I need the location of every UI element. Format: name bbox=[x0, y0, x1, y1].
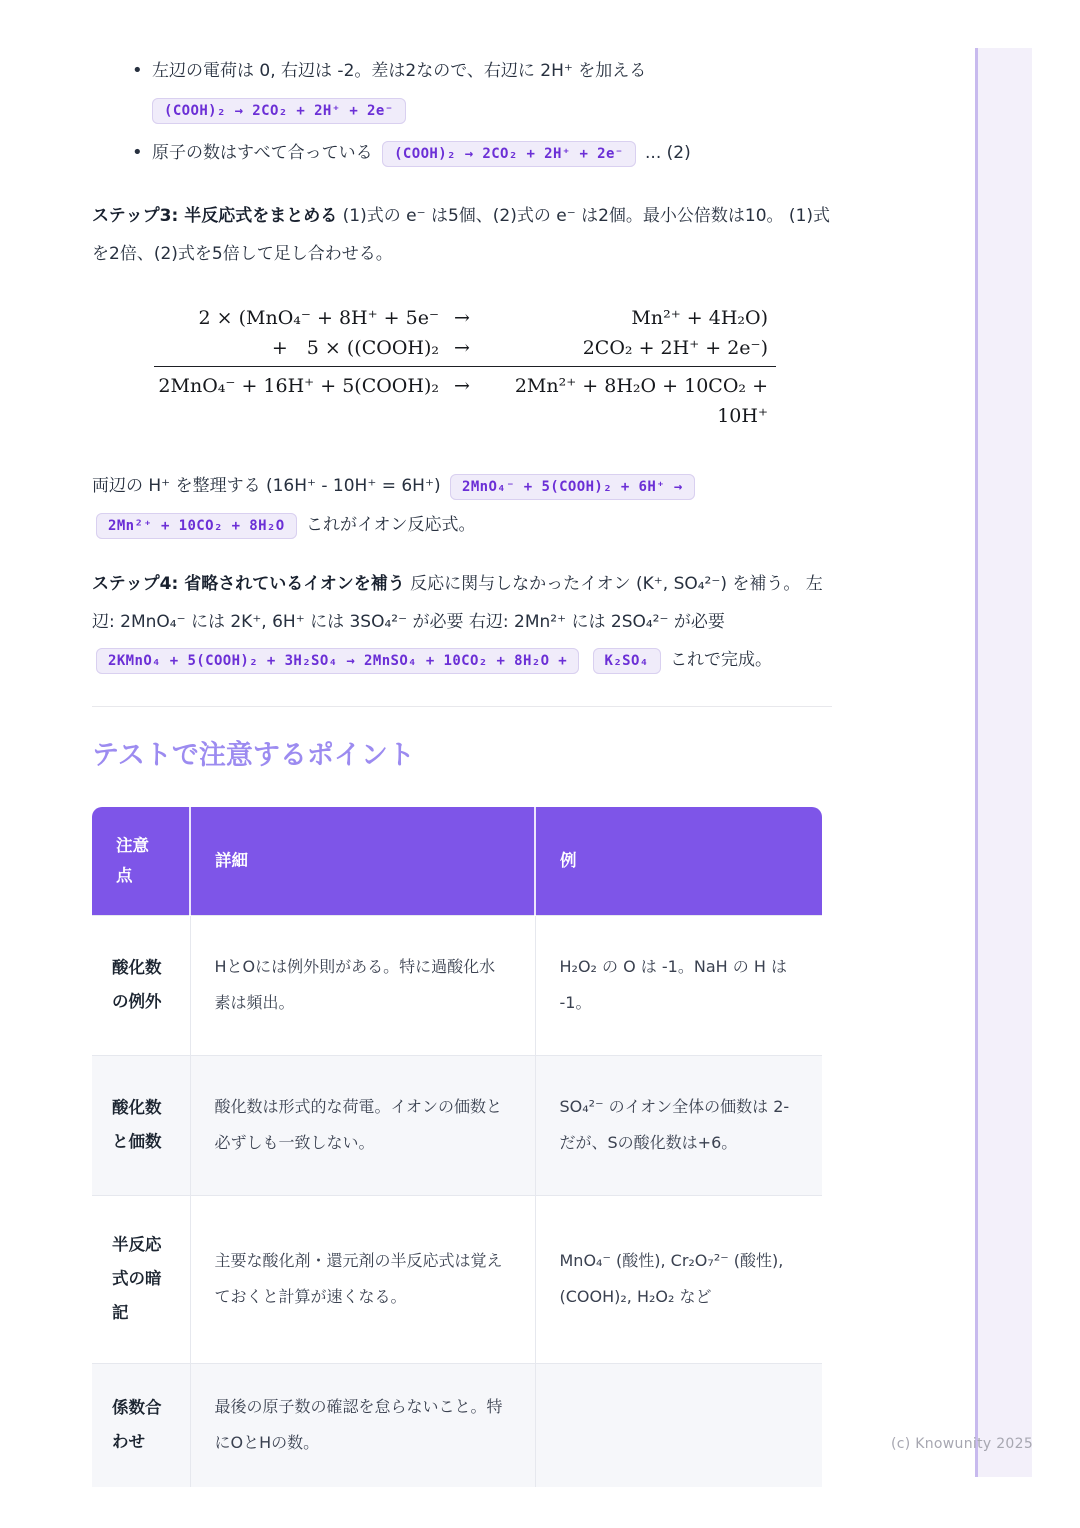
math-left: + 5 × ((COOH)₂ bbox=[271, 337, 439, 359]
footer-credit: (c) Knowunity 2025 bbox=[891, 1436, 1034, 1452]
bullet-item bbox=[92, 56, 832, 126]
math-right: Mn²⁺ + 4H₂O) bbox=[631, 307, 768, 329]
math-row bbox=[154, 303, 776, 333]
ion-equation-code: 2MnO₄⁻ + 5(COOH)₂ + 6H⁺ → bbox=[450, 474, 695, 500]
step3-paragraph bbox=[92, 197, 832, 273]
equation-number: ... (2) bbox=[645, 143, 691, 163]
table-row bbox=[92, 1055, 822, 1195]
hplus-paragraph bbox=[92, 467, 832, 545]
equation-line bbox=[152, 95, 832, 126]
math-right: 2Mn²⁺ + 8H₂O + 10CO₂ + 10H⁺ bbox=[514, 375, 768, 427]
arrow-glyph: → bbox=[454, 375, 470, 397]
math-left: 2 × (MnO₄⁻ + 8H⁺ + 5e⁻ bbox=[198, 307, 439, 329]
table-row bbox=[92, 1363, 822, 1487]
cell-example bbox=[535, 1363, 822, 1487]
bullet-item bbox=[92, 138, 832, 169]
cell-point: 酸化数の例外 bbox=[92, 915, 190, 1055]
next-page-edge bbox=[975, 48, 1032, 1477]
step4-label: ステップ4: 省略されているイオンを補う bbox=[92, 574, 405, 594]
arrow-glyph: → bbox=[454, 307, 470, 329]
final-equation-code: K₂SO₄ bbox=[593, 648, 661, 674]
section-divider bbox=[92, 706, 832, 707]
ion-equation-code: 2Mn²⁺ + 10CO₂ + 8H₂O bbox=[96, 513, 297, 539]
cell-point: 半反応式の暗記 bbox=[92, 1195, 190, 1363]
cell-detail: 主要な酸化剤・還元剤の半反応式は覚えておくと計算が速くなる。 bbox=[190, 1195, 535, 1363]
header-cell-point: 注意点 bbox=[92, 807, 190, 915]
page-content bbox=[92, 50, 832, 1487]
cell-example: H₂O₂ の O は -1。NaH の H は -1。 bbox=[535, 915, 822, 1055]
header-cell-detail: 詳細 bbox=[190, 807, 535, 915]
step4-paragraph bbox=[92, 565, 832, 680]
table-row bbox=[92, 915, 822, 1055]
section-heading: テストで注意するポイント bbox=[92, 740, 415, 771]
math-row bbox=[154, 333, 776, 363]
bullet-text: 原子の数はすべて合っている bbox=[152, 143, 379, 163]
sum-rule-line bbox=[154, 366, 776, 367]
cell-detail: 酸化数は形式的な荷電。イオンの価数と必ずしも一致しない。 bbox=[190, 1055, 535, 1195]
table-row bbox=[92, 1195, 822, 1363]
math-derivation bbox=[154, 303, 776, 431]
cell-detail: 最後の原子数の確認を怠らないこと。特にOとHの数。 bbox=[190, 1363, 535, 1487]
step4-text: 反応に関与しなかったイオン (K⁺, SO₄²⁻) を補う。 左辺: 2MnO₄⁻ には 2K⁺, 6H⁺ には 3SO₄²⁻ が必要 右辺: 2Mn²⁺ には 2SO₄²⁻ が必要 bbox=[92, 574, 823, 632]
step3-label: ステップ3: 半反応式をまとめる bbox=[92, 206, 338, 226]
equation-code: (COOH)₂ → 2CO₂ + 2H⁺ + 2e⁻ bbox=[382, 141, 636, 167]
cell-example: MnO₄⁻ (酸性), Cr₂O₇²⁻ (酸性), (COOH)₂, H₂O₂ など bbox=[535, 1195, 822, 1363]
math-right: 2CO₂ + 2H⁺ + 2e⁻) bbox=[582, 337, 768, 359]
header-cell-example: 例 bbox=[535, 807, 822, 915]
step3-text: (1)式の e⁻ は5個、(2)式の e⁻ は2個。最小公倍数は10。 (1)式を2倍、(2)式を5倍して足し合わせる。 bbox=[92, 206, 831, 264]
cell-detail: HとOには例外則がある。特に過酸化水素は頻出。 bbox=[190, 915, 535, 1055]
equation-code: (COOH)₂ → 2CO₂ + 2H⁺ + 2e⁻ bbox=[152, 98, 406, 124]
cell-point: 係数合わせ bbox=[92, 1363, 190, 1487]
hplus-tail: これがイオン反応式。 bbox=[305, 515, 476, 535]
hplus-text: 両辺の H⁺ を整理する (16H⁺ - 10H⁺ = 6H⁺) bbox=[92, 476, 446, 496]
bullet-text: 左辺の電荷は 0, 右辺は -2。差は2なので、右辺に 2H⁺ を加える bbox=[152, 61, 647, 81]
math-left: 2MnO₄⁻ + 16H⁺ + 5(COOH)₂ bbox=[158, 375, 439, 397]
math-row bbox=[154, 371, 776, 431]
bullet-list bbox=[92, 56, 832, 169]
final-equation-code: 2KMnO₄ + 5(COOH)₂ + 3H₂SO₄ → 2MnSO₄ + 10CO₂ + 8H₂O + bbox=[96, 648, 579, 674]
arrow-glyph: → bbox=[454, 337, 470, 359]
points-table bbox=[92, 807, 822, 1487]
step4-tail: これで完成。 bbox=[670, 650, 773, 670]
cell-example: SO₄²⁻ のイオン全体の価数は 2- だが、Sの酸化数は+6。 bbox=[535, 1055, 822, 1195]
cell-point: 酸化数と価数 bbox=[92, 1055, 190, 1195]
table-header-row bbox=[92, 807, 822, 915]
